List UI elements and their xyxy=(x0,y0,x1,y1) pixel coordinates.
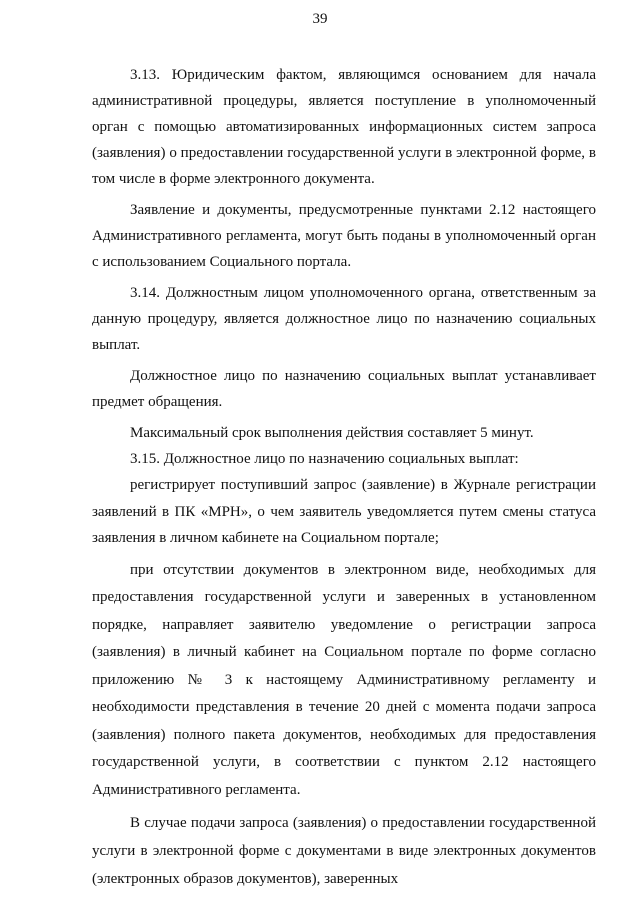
paragraph-subject-of-request: Должностное лицо по назначению социальных выплат устанавливает предмет обращения. xyxy=(92,368,596,410)
paragraph-max-duration: Максимальный срок выполнения действия составляет 5 минут. xyxy=(130,425,534,441)
document-body xyxy=(92,62,596,893)
paragraph-missing-documents: при отсутствии документов в электронном виде, необходимых для предоставления государственной услуги и заверенных в установленном порядке, направляет заявителю уведомление о регистрации запроса (заявления) в личный кабинет на Социальном портале по форме согласно приложению № 3 к настоящему Административному регламенту и необходимости представления в течение 20 дней с момента подачи запроса (заявления) полного пакета документов, необходимых для предоставления государственной услуги, в соответствии с пунктом 2.12 настоящего Административного регламента. xyxy=(92,561,596,798)
paragraph-registration: регистрирует поступивший запрос (заявление) в Журнале регистрации заявлений в ПК «МРН», о чем заявитель уведомляется путем смены статуса заявления в личном кабинете на Социальном портале; xyxy=(92,477,596,546)
paragraph-3-15: 3.15. Должностное лицо по назначению социальных выплат: xyxy=(130,451,519,467)
paragraph-3-13: 3.13. Юридическим фактом, являющимся основанием для начала административной процедуры, является поступление в уполномоченный орган с помощью автоматизированных информационных систем запроса (заявления) о предоставлении государственной услуги в электронной форме, в том числе в форме электронного документа. xyxy=(92,67,596,187)
paragraph-electronic-submission: В случае подачи запроса (заявления) о предоставлении государственной услуги в электронной форме с документами в виде электронных документов (электронных образов документов), заверенных xyxy=(92,815,596,887)
paragraph-application-documents: Заявление и документы, предусмотренные пунктами 2.12 настоящего Административного регламента, могут быть поданы в уполномоченный орган с использованием Социального портала. xyxy=(92,202,596,270)
page-number: 39 xyxy=(312,11,328,27)
paragraph-3-14: 3.14. Должностным лицом уполномоченного органа, ответственным за данную процедуру, является должностное лицо по назначению социальных выплат. xyxy=(92,285,596,353)
